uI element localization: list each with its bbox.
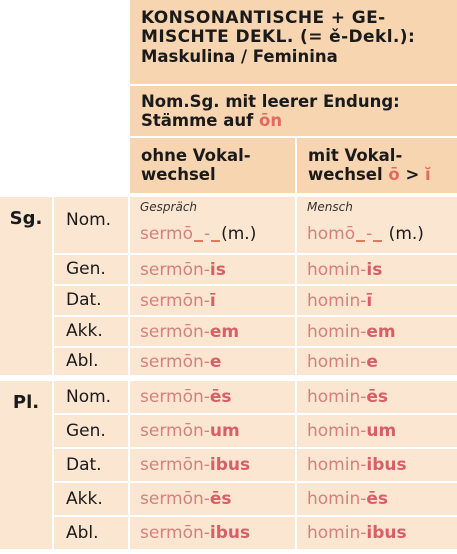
case-label: Dat. [54,449,128,481]
number-label-plural: Pl. [0,381,52,549]
form-cell: sermōn - ibus [130,449,295,481]
stem-ending-accent: ōn [259,111,283,130]
case-label: Gen. [54,415,128,447]
case-label: Gen. [54,255,128,284]
case-label: Akk. [54,317,128,346]
form-cell: sermōn - ī [130,286,295,315]
form-cell: homin - ibus [297,517,457,549]
table-title [130,0,457,84]
form-cell: homin - ēs [297,381,457,413]
column-header-with-vowel-change: mit Vokal- wechsel ō > ĭ [297,138,457,193]
form-cell: homin - e [297,348,457,375]
subtitle-line-1: Nom.Sg. mit leerer Endung: [141,92,400,111]
number-label-singular: Sg. [0,197,52,375]
title-line-1: KONSONANTISCHE + GE- [141,8,386,28]
case-label: Abl. [54,348,128,375]
form-cell: homin - is [297,255,457,284]
form-cell: homin - ēs [297,483,457,515]
case-label: Abl. [54,517,128,549]
form-cell: homin - um [297,415,457,447]
table-subtitle [130,86,457,136]
form-cell: sermōn - um [130,415,295,447]
empty-ending-marker [373,229,382,242]
form-cell-nom-sg-2: Mensch homō - (m.) [297,197,457,253]
form-cell: sermōn - em [130,317,295,346]
form-cell: homin - ī [297,286,457,315]
title-line-3: Maskulina / Feminina [141,47,338,66]
column-header-without-vowel-change: ohne Vokal- wechsel [130,138,295,193]
form-cell: sermōn - is [130,255,295,284]
title-line-2: MISCHTE DEKL. (= ě-Dekl.): [141,27,416,47]
case-label: Nom. [54,381,128,413]
form-cell: sermōn - ibus [130,517,295,549]
form-cell: sermōn - ēs [130,483,295,515]
empty-ending-marker [194,229,203,242]
case-label: Dat. [54,286,128,315]
form-cell: homin - em [297,317,457,346]
gloss-col1: Gespräch [140,200,198,214]
form-cell: homin - ibus [297,449,457,481]
form-cell: sermōn - e [130,348,295,375]
form-cell: sermōn - ēs [130,381,295,413]
empty-ending-marker [356,229,365,242]
gloss-col2: Mensch [307,200,353,214]
subtitle-line-2: Stämme auf ōn [141,111,283,130]
case-label: Akk. [54,483,128,515]
empty-ending-marker [211,229,220,242]
case-label: Nom. [54,197,128,253]
form-cell-nom-sg-1: Gespräch sermō - (m.) [130,197,295,253]
